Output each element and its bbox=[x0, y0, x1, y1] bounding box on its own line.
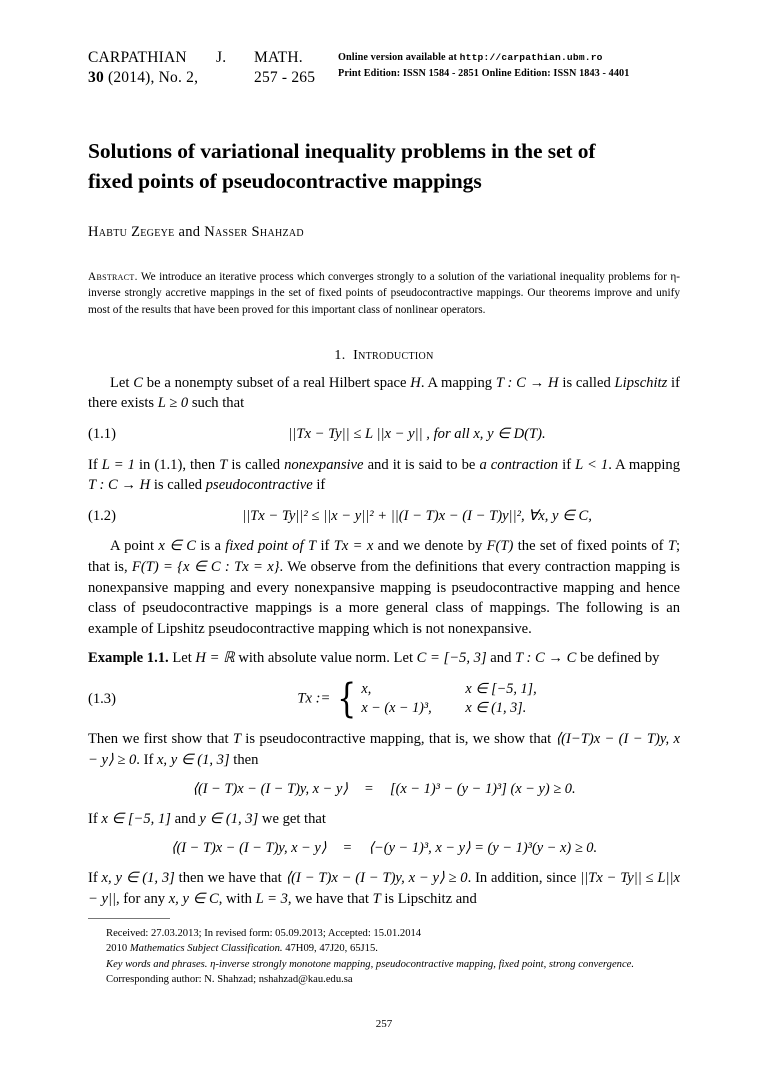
page-title-line-1: Solutions of variational inequality problems in the set of bbox=[88, 139, 596, 163]
left-brace-icon: { bbox=[337, 676, 357, 723]
author-first: Habtu Zegeye bbox=[88, 224, 175, 240]
equation-1-2-body: ||Tx − Ty||² ≤ ||x − y||² + ||(I − T)x − (I − T)y||², ∀x, y ∈ C, bbox=[242, 507, 592, 524]
piecewise-row-1 bbox=[361, 680, 536, 699]
ex-text-d: be defined by bbox=[576, 650, 660, 667]
section-heading-introduction bbox=[88, 348, 680, 364]
paragraph-5 bbox=[88, 809, 680, 830]
page-number-folio: 257 bbox=[375, 1018, 393, 1030]
equation-1-1-body: ||Tx − Ty|| ≤ L ||x − y|| , for all x, y ∈ D(T). bbox=[288, 426, 546, 443]
p3-text-d: and we denote by bbox=[373, 538, 487, 555]
ex-text-c: and bbox=[486, 650, 516, 667]
journal-publication-info bbox=[338, 48, 680, 82]
piecewise-row-1-value: x, bbox=[361, 681, 372, 698]
p6-inner-product: ⟨(I − T)x − (I − T)y, x − y⟩ ≥ 0 bbox=[285, 869, 468, 886]
page-title bbox=[88, 136, 680, 196]
p2-text-c: is called bbox=[227, 456, 285, 473]
p6-text-f: , we have that bbox=[287, 890, 373, 907]
equation-b-equals: = bbox=[343, 840, 352, 857]
p6-text-e: , with bbox=[218, 890, 256, 907]
abstract-label: Abstract. bbox=[88, 271, 138, 283]
p2-text-h: if bbox=[312, 477, 326, 494]
footnote-rule bbox=[88, 918, 170, 919]
p1-mapping: T : C → H bbox=[495, 374, 559, 391]
p2-mapping: T : C → H bbox=[88, 477, 151, 494]
journal-page-range: 257 - 265 bbox=[254, 69, 316, 86]
p6-constant-L: L = 3 bbox=[255, 890, 288, 907]
p1-text-e: if there exists bbox=[88, 374, 680, 412]
footnote-corresponding-author: Corresponding author: N. Shahzad; nshahzad@kau.edu.sa bbox=[106, 974, 353, 986]
p4-text-b: is pseudocontractive mapping, that is, we show that bbox=[240, 731, 556, 748]
journal-volume-row bbox=[88, 68, 338, 88]
p1-text-a: Let bbox=[110, 374, 134, 391]
p2-condition-L1: L = 1 bbox=[101, 456, 135, 473]
author-second: Nasser Shahzad bbox=[204, 224, 304, 240]
p4-text-d: then bbox=[229, 751, 259, 768]
p3-term-fixed-point: fixed point of T bbox=[225, 538, 317, 555]
ex-mapping-T: T : C → C bbox=[515, 650, 577, 667]
p6-text-g: is Lipschitz and bbox=[380, 890, 477, 907]
piecewise-rows bbox=[361, 680, 536, 718]
p2-text-f: . A mapping bbox=[608, 456, 680, 473]
journal-masthead bbox=[88, 0, 680, 88]
equation-1-3-lhs: Tx := bbox=[297, 690, 331, 707]
ex-set-C: C = [−5, 3] bbox=[416, 650, 487, 667]
p4-text-c: . If bbox=[136, 751, 157, 768]
p3-text-e: the set of fixed points of bbox=[513, 538, 668, 555]
section-number: 1. bbox=[334, 347, 346, 363]
section-name: Introduction bbox=[353, 347, 434, 363]
ex-space-H: H = ℝ bbox=[195, 650, 235, 667]
p6-symbol-T: T bbox=[372, 890, 381, 907]
p2-text-a: If bbox=[88, 456, 102, 473]
p3-text-f: ; that is, bbox=[88, 538, 680, 576]
footnote-msc-year: 2010 bbox=[106, 943, 130, 955]
p1-text-f: such that bbox=[188, 395, 245, 412]
equation-b-lhs: ⟨(I − T)x − (I − T)y, x − y⟩ bbox=[170, 840, 327, 857]
p2-text-b: in (1.1), then bbox=[134, 456, 220, 473]
piecewise-row-1-condition: x ∈ [−5, 1], bbox=[465, 681, 537, 698]
equation-1-2-tag: (1.2) bbox=[88, 507, 116, 524]
footnote-text bbox=[88, 926, 688, 988]
journal-volume-rest: (2014), No. 2, bbox=[103, 69, 199, 86]
equation-1-1-tag: (1.1) bbox=[88, 426, 116, 443]
journal-name-word-3: MATH. bbox=[254, 49, 303, 66]
body-text bbox=[88, 373, 680, 909]
abstract bbox=[88, 269, 680, 318]
journal-name-word-1: CARPATHIAN bbox=[88, 49, 187, 66]
footnote-keywords bbox=[88, 957, 688, 972]
p6-text-d: , for any bbox=[116, 890, 169, 907]
journal-name-row bbox=[88, 48, 338, 68]
equation-1-3 bbox=[88, 676, 680, 723]
equation-1-2 bbox=[88, 506, 680, 527]
p3-symbol-T: T bbox=[667, 538, 676, 555]
p1-text-b: be a nonempty subset of a real Hilbert space bbox=[142, 374, 411, 391]
paragraph-6 bbox=[88, 868, 680, 909]
p2-term-pseudocontractive: pseudocontractive bbox=[205, 477, 313, 494]
p1-text-d: is called bbox=[558, 374, 615, 391]
p3-text-c: if bbox=[316, 538, 334, 555]
piecewise-row-2-value: x − (x − 1)³, bbox=[361, 700, 432, 717]
p6-any-xy: x, y ∈ C bbox=[168, 890, 219, 907]
p3-point-x: x ∈ C bbox=[158, 538, 197, 555]
journal-online-url[interactable]: http://carpathian.ubm.ro bbox=[459, 52, 603, 63]
equation-b-rhs: ⟨−(y − 1)³, x − y⟩ = (y − 1)³(y − x) ≥ 0. bbox=[368, 840, 598, 857]
p3-text-b: is a bbox=[196, 538, 226, 555]
paragraph-1 bbox=[88, 373, 680, 414]
author-conjunction: and bbox=[174, 224, 205, 240]
footnote-msc-label: Mathematics Subject Classification. bbox=[129, 943, 283, 955]
p5-range-x: x ∈ [−5, 1] bbox=[101, 810, 171, 827]
paragraph-3 bbox=[88, 536, 680, 639]
p2-condition-Llt: L < 1 bbox=[575, 456, 609, 473]
footnote-keywords-text: η-inverse strongly monotone mapping, pseudocontractive mapping, fixed point, strong convergence. bbox=[207, 958, 635, 970]
p3-text-a: A point bbox=[110, 538, 159, 555]
piecewise-definition bbox=[334, 676, 537, 723]
equation-unnumbered-b bbox=[88, 838, 680, 859]
page-content bbox=[88, 0, 680, 909]
p1-symbol-C: C bbox=[133, 374, 143, 391]
footnote-msc-codes: 47H09, 47J20, 65J15. bbox=[282, 943, 378, 955]
p4-text-a: Then we first show that bbox=[88, 731, 233, 748]
equation-a-equals: = bbox=[364, 781, 374, 798]
p3-text-g: . We observe from the definitions that every contraction mapping is nonexpansive mapping and every nonexpansive mapping is pseudocontractive mapping and hence class of pseudocontractive mappings is a more general class of mappings. The following is an example of Lipshitz pseudocontractive mapping which is not nonexpansive. bbox=[88, 559, 680, 637]
page-title-line-2: fixed points of pseudocontractive mappings bbox=[88, 169, 482, 193]
equation-unnumbered-a bbox=[88, 779, 680, 800]
p3-set-definition: F(T) = {x ∈ C : Tx = x} bbox=[131, 559, 280, 576]
equation-a-lhs: ⟨(I − T)x − (I − T)y, x − y⟩ bbox=[192, 781, 348, 798]
footnote-dates: Received: 27.03.2013; In revised form: 05.09.2013; Accepted: 15.01.2014 bbox=[106, 928, 422, 939]
p6-text-a: If bbox=[88, 869, 102, 886]
p1-condition-L: L ≥ 0 bbox=[157, 395, 189, 412]
p2-term-nonexpansive: nonexpansive bbox=[284, 456, 364, 473]
journal-identity bbox=[88, 48, 338, 88]
equation-1-3-tag: (1.3) bbox=[88, 690, 116, 707]
p1-text-c: . A mapping bbox=[420, 374, 496, 391]
journal-name-word-2: J. bbox=[216, 49, 227, 66]
example-1-1 bbox=[88, 648, 680, 669]
p4-symbol-T: T bbox=[232, 731, 241, 748]
equation-1-1 bbox=[88, 424, 680, 445]
ex-text-a: Let bbox=[168, 650, 196, 667]
paragraph-2 bbox=[88, 455, 680, 496]
p2-text-g: is called bbox=[150, 477, 206, 494]
p2-term-contraction: a contraction bbox=[479, 456, 559, 473]
p6-text-c: . In addition, since bbox=[467, 869, 581, 886]
footnote-block bbox=[88, 918, 688, 988]
equation-1-3-body bbox=[154, 676, 680, 723]
journal-volume-issue bbox=[88, 68, 216, 88]
author-list bbox=[88, 224, 680, 241]
example-label: Example 1.1. bbox=[88, 650, 169, 667]
p2-text-e: if bbox=[558, 456, 576, 473]
p3-condition-Tx: Tx = x bbox=[333, 538, 374, 555]
p2-text-d: and it is said to be bbox=[363, 456, 480, 473]
p5-range-y: y ∈ (1, 3] bbox=[199, 810, 259, 827]
piecewise-row-2 bbox=[361, 699, 536, 718]
paragraph-4 bbox=[88, 729, 680, 770]
p5-text-c: we get that bbox=[258, 810, 326, 827]
p3-symbol-FT: F(T) bbox=[486, 538, 514, 555]
p1-term-lipschitz: Lipschitz bbox=[614, 374, 668, 391]
p4-inner-product: ⟨(I−T)x − (I − T)y, x − y⟩ ≥ 0 bbox=[88, 731, 680, 768]
equation-a-rhs: [(x − 1)³ − (y − 1)³] (x − y) ≥ 0. bbox=[389, 781, 576, 798]
p1-symbol-H: H bbox=[410, 374, 421, 391]
p4-range-xy: x, y ∈ (1, 3] bbox=[156, 751, 230, 768]
journal-online-line bbox=[338, 50, 680, 66]
spacer bbox=[216, 68, 254, 88]
piecewise-row-2-condition: x ∈ (1, 3]. bbox=[465, 700, 527, 717]
p6-range-xy: x, y ∈ (1, 3] bbox=[101, 869, 175, 886]
p6-text-b: then we have that bbox=[174, 869, 286, 886]
journal-volume-number: 30 bbox=[88, 69, 104, 86]
abstract-text: We introduce an iterative process which converges strongly to a solution of the variational inequality problems for η-inverse strongly accretive mappings in the set of fixed points of pseudocontractive mappings. Our theorems improve and unify most of the results that have been proved for this important class of nonlinear operators. bbox=[88, 271, 680, 316]
footnote-msc bbox=[88, 941, 688, 956]
p6-lipschitz-condition: ||Tx − Ty|| ≤ L||x − y|| bbox=[88, 869, 680, 907]
p2-symbol-T: T bbox=[219, 456, 228, 473]
footnote-keywords-label: Key words and phrases. bbox=[106, 958, 208, 970]
journal-issn-line: Print Edition: ISSN 1584 - 2851 Online Edition: ISSN 1843 - 4401 bbox=[338, 68, 630, 79]
p5-text-a: If bbox=[88, 810, 102, 827]
p5-text-b: and bbox=[170, 810, 200, 827]
ex-text-b: with absolute value norm. Let bbox=[234, 650, 417, 667]
journal-online-prefix: Online version available at bbox=[338, 52, 460, 63]
